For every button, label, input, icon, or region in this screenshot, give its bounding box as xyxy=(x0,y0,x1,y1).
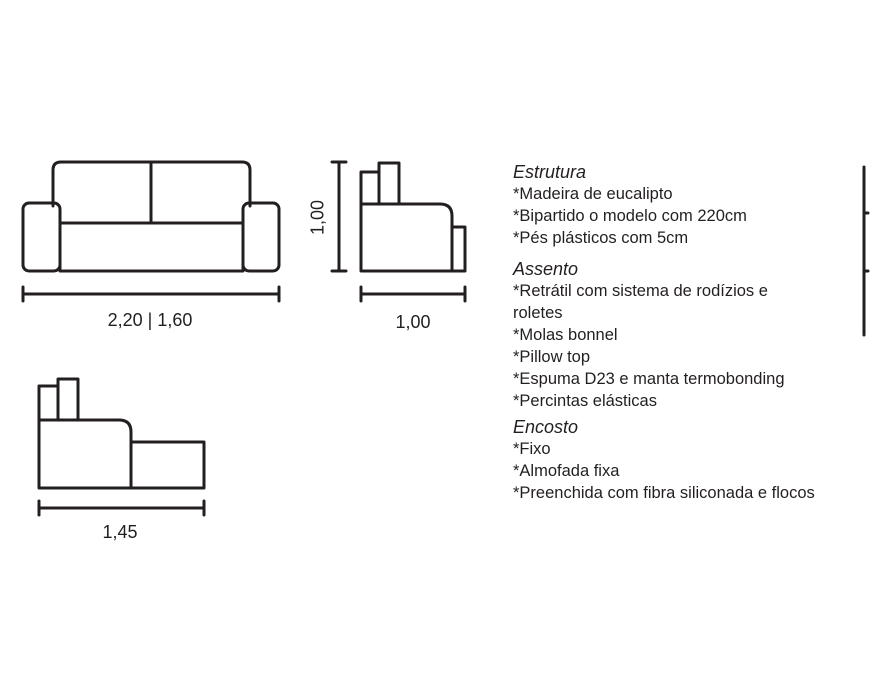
spec-item: *Pillow top xyxy=(513,348,591,366)
sofa-seat xyxy=(60,223,243,271)
side-depth-dimension-line xyxy=(361,287,465,301)
spec-title-assento: Assento xyxy=(513,259,579,279)
extended-back-cushion-rear xyxy=(39,386,58,420)
sofa-left-arm xyxy=(23,203,60,271)
spec-item: *Percintas elásticas xyxy=(513,392,657,410)
extended-depth-label: 1,45 xyxy=(102,522,138,542)
spec-title-encosto: Encosto xyxy=(513,417,579,437)
sofa-extended-side-view xyxy=(39,379,204,488)
side-body xyxy=(361,204,452,271)
spec-section-assento xyxy=(513,258,863,412)
spec-item: *Bipartido o modelo com 220cm xyxy=(513,207,747,225)
spec-title-estrutura: Estrutura xyxy=(513,162,587,182)
spec-item: *Espuma D23 e manta termobonding xyxy=(513,370,785,388)
spec-item: *Molas bonnel xyxy=(513,326,618,344)
spec-item: *Almofada fixa xyxy=(513,462,620,480)
sofa-width-label: 2,20 | 1,60 xyxy=(107,310,193,330)
spec-section-encosto xyxy=(513,416,863,504)
spec-item: *Retrátil com sistema de rodízios e roletes xyxy=(513,282,768,322)
specifications-panel xyxy=(513,161,863,504)
spec-item: *Madeira de eucalipto xyxy=(513,185,673,203)
side-height-dimension-line xyxy=(332,162,346,271)
spec-item: *Preenchida com fibra siliconada e flocos xyxy=(513,484,815,502)
spec-bracket xyxy=(864,167,868,335)
sofa-right-arm xyxy=(243,203,279,271)
side-back-cushion-rear xyxy=(361,172,379,204)
side-footrest xyxy=(452,227,465,271)
extended-seat xyxy=(131,442,204,488)
side-back-cushion-front xyxy=(379,163,399,204)
sofa-side-view xyxy=(361,163,465,271)
extended-back-cushion-front xyxy=(58,379,78,420)
spec-item: *Fixo xyxy=(513,440,551,458)
side-height-label: 1,00 xyxy=(307,199,328,236)
sofa-width-dimension-line xyxy=(23,287,279,301)
extended-depth-dimension-line xyxy=(39,501,204,515)
sofa-front-view xyxy=(23,162,279,271)
extended-body xyxy=(39,420,131,488)
spec-section-estrutura xyxy=(513,161,863,249)
side-depth-label: 1,00 xyxy=(395,312,431,332)
spec-item: *Pés plásticos com 5cm xyxy=(513,229,689,247)
